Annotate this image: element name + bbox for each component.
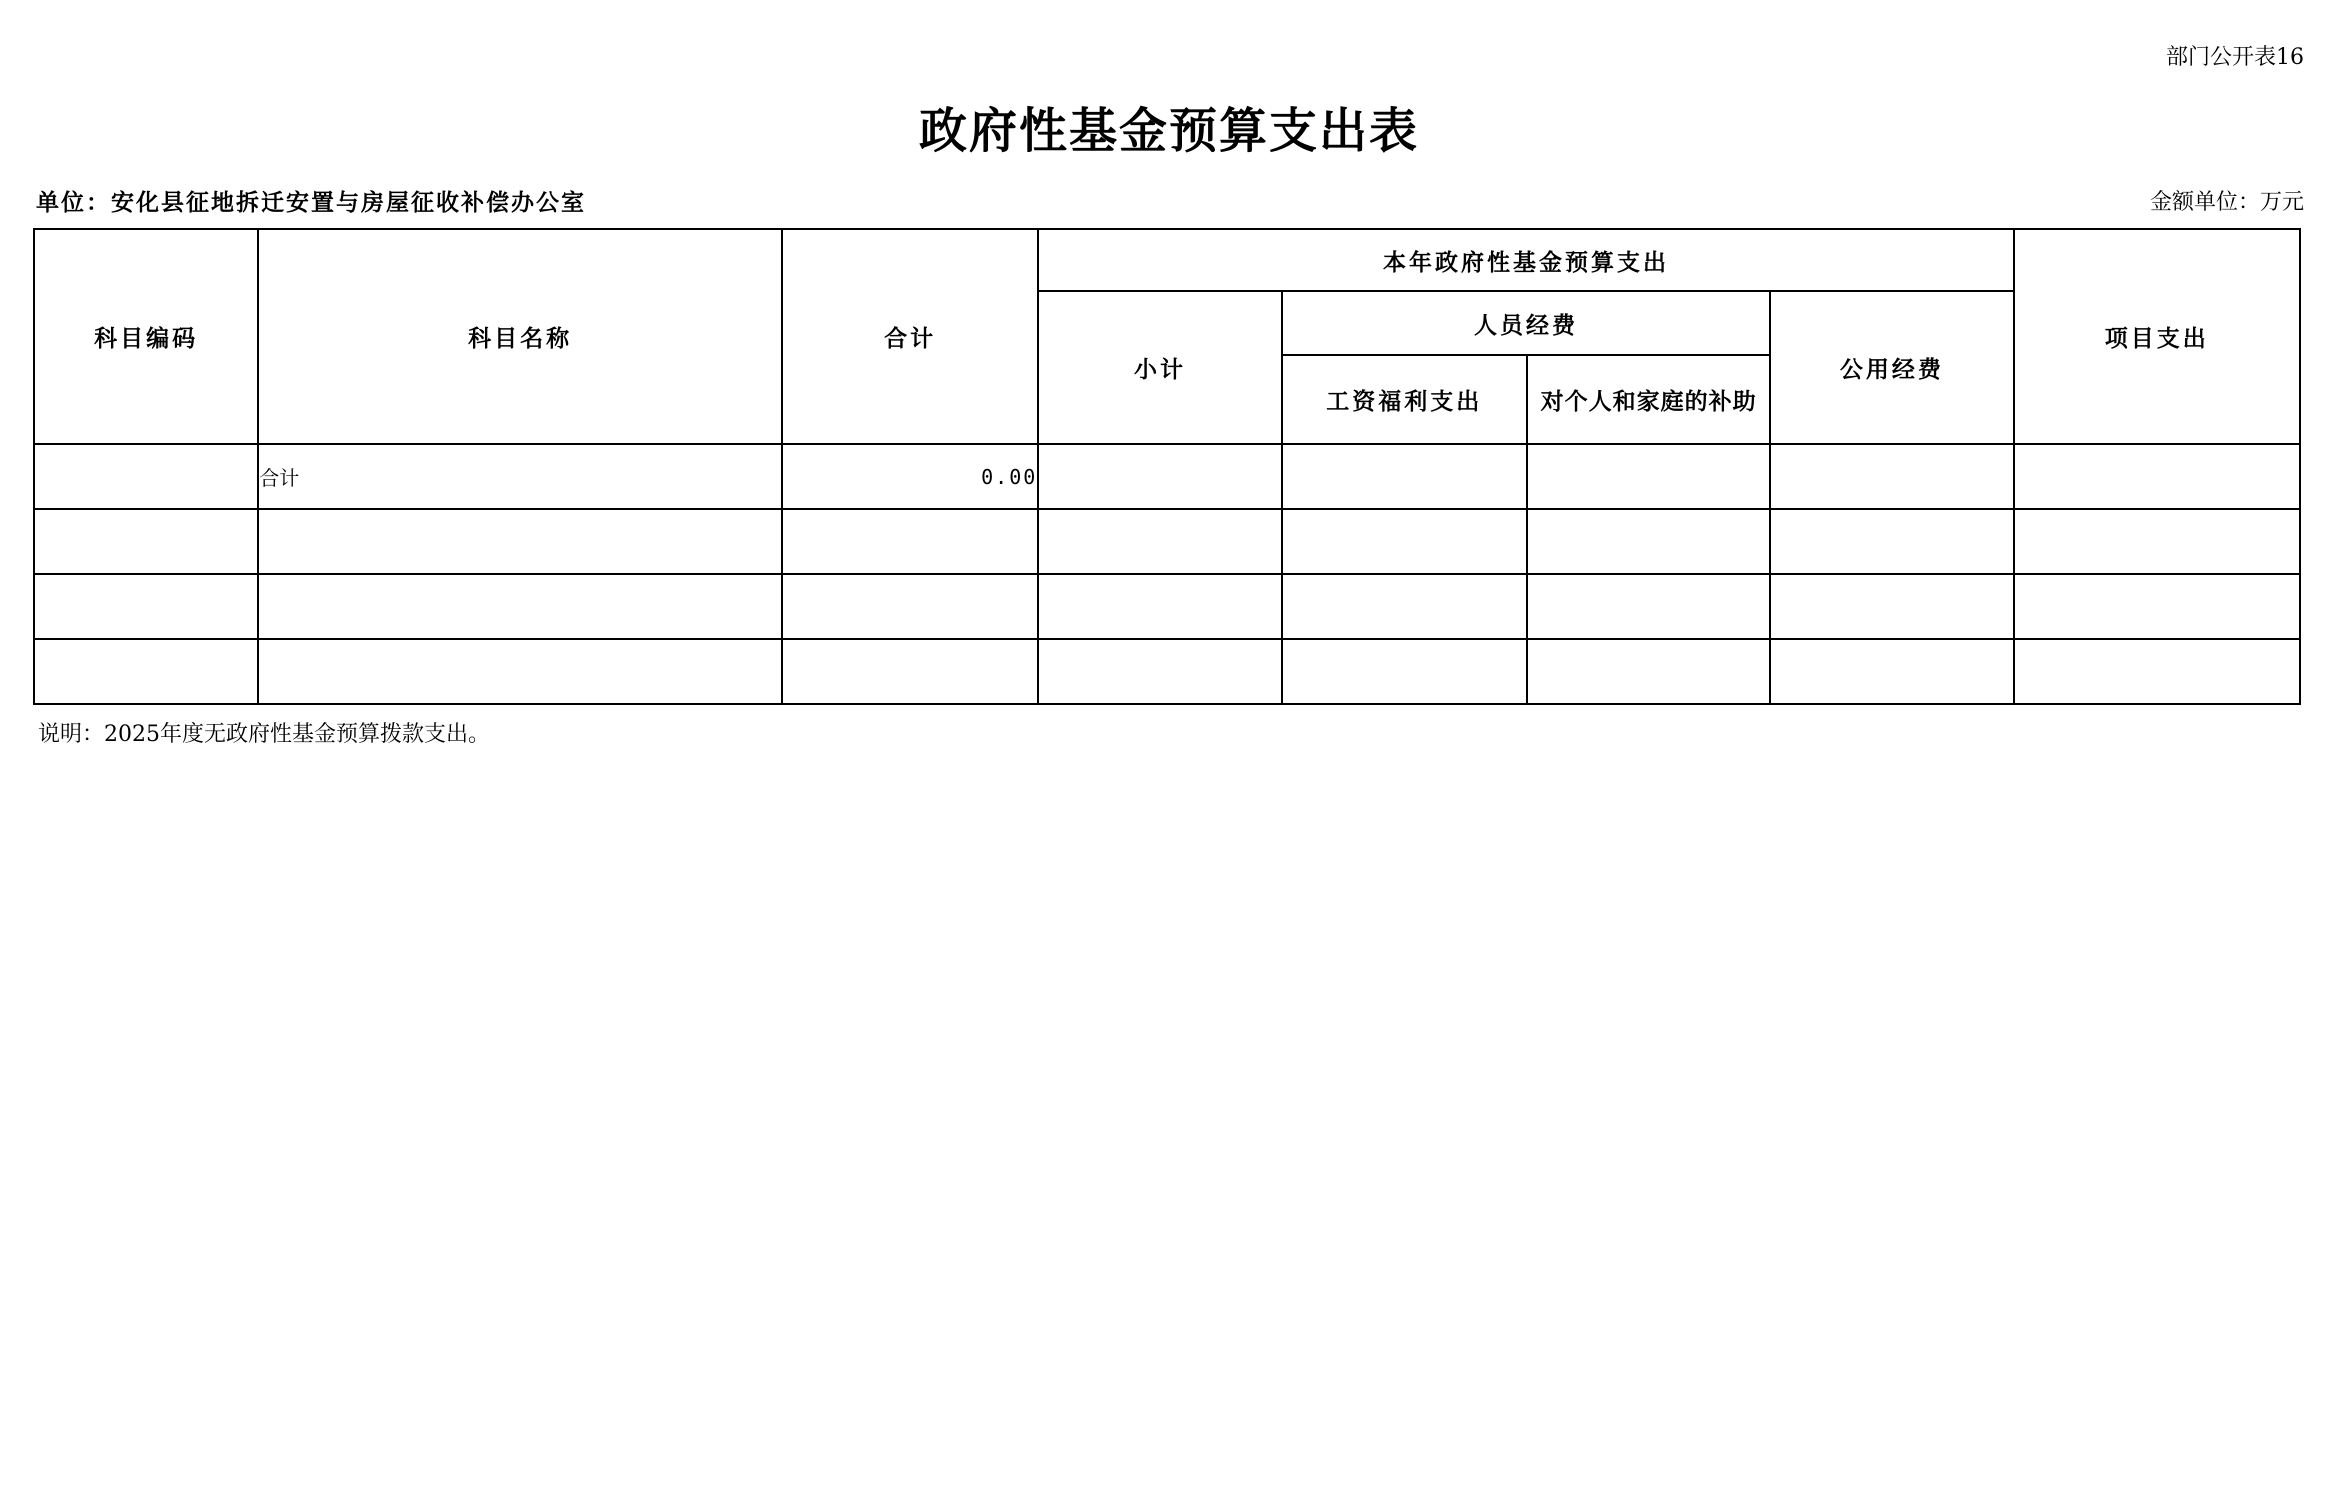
cell-public bbox=[1770, 444, 2013, 509]
header-project-expense: 项目支出 bbox=[2014, 229, 2300, 444]
header-subject-name: 科目名称 bbox=[258, 229, 782, 444]
cell-public bbox=[1770, 574, 2013, 639]
cell-name bbox=[258, 574, 782, 639]
cell-total bbox=[782, 574, 1038, 639]
header-current-year: 本年政府性基金预算支出 bbox=[1038, 229, 2013, 291]
cell-subsidy bbox=[1527, 574, 1770, 639]
header-subtotal: 小计 bbox=[1038, 291, 1281, 444]
cell-code bbox=[34, 444, 258, 509]
cell-code bbox=[34, 574, 258, 639]
cell-total: 0.00 bbox=[782, 444, 1038, 509]
table-row bbox=[34, 574, 2300, 639]
cell-salary bbox=[1282, 444, 1527, 509]
header-subject-code: 科目编码 bbox=[34, 229, 258, 444]
cell-public bbox=[1770, 639, 2013, 704]
header-individual-household: 对个人和家庭的补助 bbox=[1527, 355, 1770, 444]
header-salary-welfare: 工资福利支出 bbox=[1282, 355, 1527, 444]
cell-name: 合计 bbox=[258, 444, 782, 509]
form-number: 部门公开表16 bbox=[2166, 45, 2304, 70]
cell-subsidy bbox=[1527, 509, 1770, 574]
amount-unit-label: 金额单位：万元 bbox=[2149, 190, 2304, 215]
cell-total bbox=[782, 509, 1038, 574]
cell-code bbox=[34, 639, 258, 704]
footnote: 说明：2025年度无政府性基金预算拨款支出。 bbox=[38, 722, 490, 747]
cell-subtotal bbox=[1038, 639, 1281, 704]
cell-subtotal bbox=[1038, 444, 1281, 509]
cell-project bbox=[2014, 444, 2300, 509]
cell-subsidy bbox=[1527, 639, 1770, 704]
table-row bbox=[34, 639, 2300, 704]
cell-salary bbox=[1282, 574, 1527, 639]
cell-salary bbox=[1282, 509, 1527, 574]
page-title: 政府性基金预算支出表 bbox=[918, 103, 1419, 159]
table-row bbox=[34, 444, 2300, 509]
cell-project bbox=[2014, 639, 2300, 704]
cell-project bbox=[2014, 574, 2300, 639]
header-total: 合计 bbox=[782, 229, 1038, 444]
cell-project bbox=[2014, 509, 2300, 574]
budget-table bbox=[33, 228, 2301, 705]
cell-total bbox=[782, 639, 1038, 704]
cell-name bbox=[258, 639, 782, 704]
table-row bbox=[34, 509, 2300, 574]
unit-label: 单位：安化县征地拆迁安置与房屋征收补偿办公室 bbox=[36, 190, 586, 216]
cell-name bbox=[258, 509, 782, 574]
cell-code bbox=[34, 509, 258, 574]
cell-subtotal bbox=[1038, 509, 1281, 574]
header-personnel: 人员经费 bbox=[1282, 291, 1771, 355]
header-public-funds: 公用经费 bbox=[1770, 291, 2013, 444]
cell-public bbox=[1770, 509, 2013, 574]
cell-salary bbox=[1282, 639, 1527, 704]
cell-subsidy bbox=[1527, 444, 1770, 509]
cell-subtotal bbox=[1038, 574, 1281, 639]
